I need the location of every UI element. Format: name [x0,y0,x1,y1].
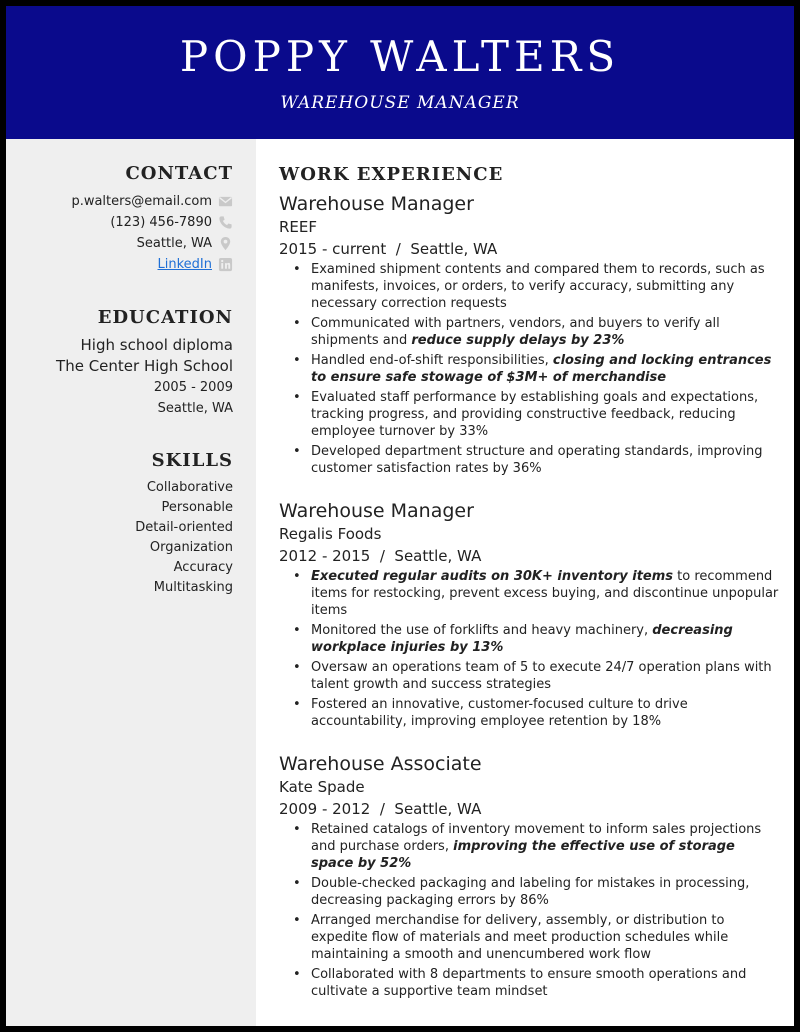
job-company: Kate Spade [279,778,365,796]
bullet-item: • Executed regular audits on 30K+ inventory items to recommend items for restocking, prevent excess buying, and discontinue unpopular items [279,568,779,619]
linkedin-icon [218,257,233,272]
bullet-item: • Oversaw an operations team of 5 to execute 24/7 operation plans with talent growth and success strategies [279,659,779,693]
phone-text: (123) 456-7890 [110,215,212,230]
skill-item: Collaborative [146,480,233,495]
contact-linkedin [71,254,233,275]
resume-header [6,6,794,139]
bullet-item: • Developed department structure and operating standards, improving customer satisfaction rates by 36% [279,443,779,477]
skill-item: Organization [149,540,233,555]
education-heading: EDUCATION [97,307,233,328]
job-bullets [279,261,779,477]
skill-item: Multitasking [153,580,233,595]
contact-email [71,191,233,212]
job-entry [279,192,779,480]
experience-heading: WORK EXPERIENCE [279,164,504,185]
candidate-title: WAREHOUSE MANAGER [280,93,520,113]
job-dates-location: 2012 - 2015 / Seattle, WA [279,547,482,565]
contact-phone [71,212,233,233]
education-school: The Center High School [56,357,233,375]
bullet-item: • Retained catalogs of inventory movement to inform sales projections and purchase orders, improving the effective use of storage space by 52% [279,821,779,872]
job-title: Warehouse Associate [279,753,482,775]
bullet-item: • Arranged merchandise for delivery, assembly, or distribution to expedite flow of materials and meet production schedules while maintaining a smooth and unencumbered work flow [279,912,779,963]
contact-heading: CONTACT [125,163,233,184]
job-title: Warehouse Manager [279,193,474,215]
bullet-item: • Handled end-of-shift responsibilities, closing and locking entrances to ensure safe stowage of $3M+ of merchandise [279,352,779,386]
candidate-name: POPPY WALTERS [179,32,621,81]
bullet-item: • Double-checked packaging and labeling for mistakes in processing, decreasing packaging errors by 86% [279,875,779,909]
skill-item: Personable [161,500,233,515]
bullet-item: • Fostered an innovative, customer-focused culture to drive accountability, improving employee retention by 18% [279,696,779,730]
location-text: Seattle, WA [136,236,212,251]
sidebar [6,139,256,1026]
job-entry [279,499,779,733]
job-company: Regalis Foods [279,525,382,543]
bullet-item: • Monitored the use of forklifts and heavy machinery, decreasing workplace injuries by 13% [279,622,779,656]
job-dates-location: 2015 - current / Seattle, WA [279,240,498,258]
resume-page [6,6,794,1026]
job-company: REEF [279,218,318,236]
skill-item: Accuracy [173,560,233,575]
job-entry [279,752,779,1003]
job-dates-location: 2009 - 2012 / Seattle, WA [279,800,482,818]
skills-section [135,450,233,598]
envelope-icon [218,194,233,209]
job-bullets [279,821,779,1000]
skill-item: Detail-oriented [135,520,233,535]
education-section [56,307,233,419]
education-degree: High school diploma [80,336,233,354]
skills-heading: SKILLS [151,450,233,471]
bullet-item: • Communicated with partners, vendors, and buyers to verify all shipments and reduce supply delays by 23% [279,315,779,349]
job-bullets [279,568,779,730]
job-title: Warehouse Manager [279,500,474,522]
map-pin-icon [218,236,233,251]
phone-icon [218,215,233,230]
bullet-item: • Examined shipment contents and compared them to records, such as manifests, invoices, or orders, to verify accuracy, submitting any necessary correction requests [279,261,779,312]
email-text: p.walters@email.com [71,194,212,209]
contact-section [71,163,233,275]
linkedin-link[interactable]: LinkedIn [157,257,212,272]
bullet-item: • Collaborated with 8 departments to ensure smooth operations and cultivate a supportive team mindset [279,966,779,1000]
education-location: Seattle, WA [157,401,233,416]
contact-location [71,233,233,254]
education-years: 2005 - 2009 [153,380,233,395]
bullet-item: • Evaluated staff performance by establishing goals and expectations, tracking progress, and providing constructive feedback, reducing employee turnover by 33% [279,389,779,440]
